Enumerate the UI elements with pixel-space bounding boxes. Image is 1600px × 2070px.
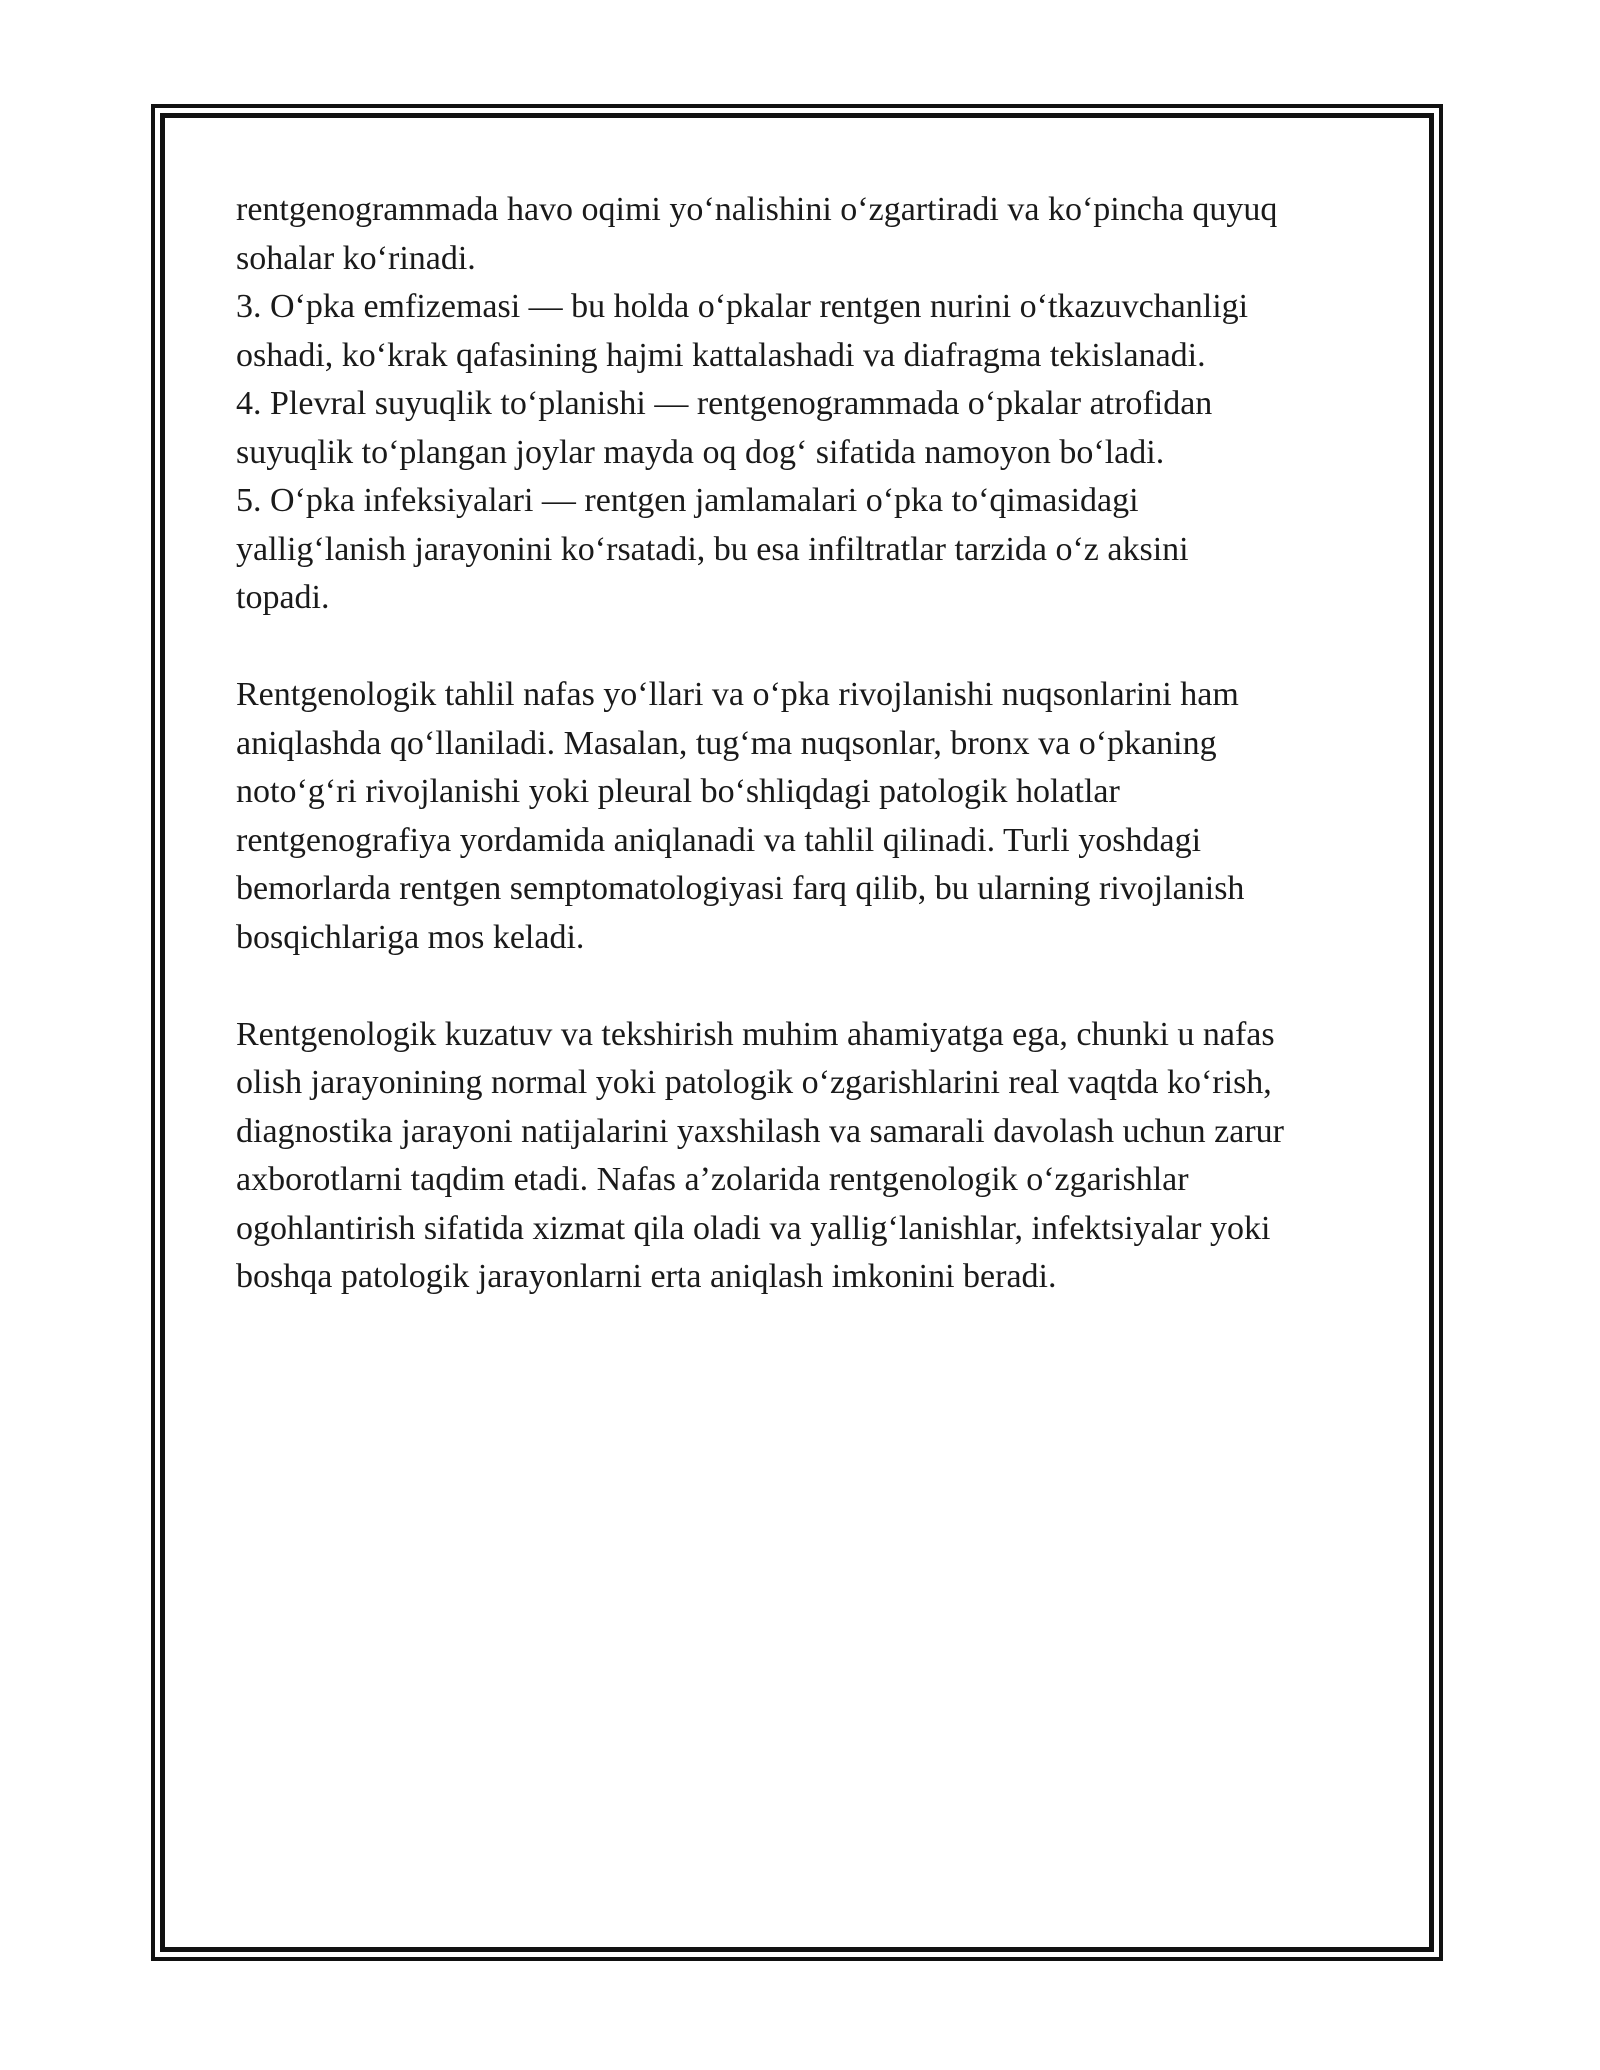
list-item-5-line: 5. Oʻpka infeksiyalari — rentgen jamlamalari oʻpka toʻqimasidagi <box>236 482 1139 519</box>
text-line: olish jarayonining normal yoki patologik oʻzgarishlarini real vaqtda koʻrish, <box>236 1064 1272 1101</box>
text-line: bemorlarda rentgen semptomatologiyasi farq qilib, bu ularning rivojlanish <box>236 870 1245 907</box>
text-line: topadi. <box>236 579 330 616</box>
text-line: yalligʻlanish jarayonini koʻrsatadi, bu esa infiltratlar tarzida oʻz aksini <box>236 530 1189 568</box>
text-line: suyuqlik toʻplangan joylar mayda oq dogʻ sifatida namoyon boʻladi. <box>236 433 1165 471</box>
text-line: sohalar koʻrinadi. <box>236 239 476 277</box>
text-line: Rentgenologik kuzatuv va tekshirish muhim ahamiyatga ega, chunki u nafas <box>236 1015 1275 1053</box>
text-line: diagnostika jarayoni natijalarini yaxshilash va samarali davolash uchun zarur <box>236 1112 1284 1150</box>
list-item-4-line: 4. Plevral suyuqlik toʻplanishi — rentgenogrammada oʻpkalar atrofidan <box>236 385 1213 422</box>
text-line: bosqichlariga mos keladi. <box>236 918 585 956</box>
text-line: axborotlarni taqdim etadi. Nafas aʼzolarida rentgenologik oʻzgarishlar <box>236 1161 1189 1198</box>
paragraph-monitoring <box>236 1011 1386 1302</box>
page-content <box>236 186 1386 1302</box>
text-line: boshqa patologik jarayonlarni erta aniqlash imkonini beradi. <box>236 1258 1057 1295</box>
text-line: oshadi, koʻkrak qafasining hajmi kattalashadi va diafragma tekislanadi. <box>236 336 1206 374</box>
text-line: rentgenografiya yordamida aniqlanadi va tahlil qilinadi. Turli yoshdagi <box>236 821 1202 859</box>
text-line: notoʻgʻri rivojlanishi yoki pleural boʻshliqdagi patologik holatlar <box>236 773 1120 810</box>
text-line: rentgenogrammada havo oqimi yoʻnalishini oʻzgartiradi va koʻpincha quyuq <box>236 191 1278 228</box>
text-line: Rentgenologik tahlil nafas yoʻllari va oʻpka rivojlanishi nuqsonlarini ham <box>236 676 1239 713</box>
text-line: ogohlantirish sifatida xizmat qila oladi va yalligʻlanishlar, infektsiyalar yoki <box>236 1209 1271 1247</box>
text-line: aniqlashda qoʻllaniladi. Masalan, tugʻma nuqsonlar, bronx va oʻpkaning <box>236 724 1217 762</box>
list-item-3-line: 3. Oʻpka emfizemasi — bu holda oʻpkalar rentgen nurini oʻtkazuvchanligi <box>236 288 1249 325</box>
paragraph-list-continuation <box>236 186 1386 623</box>
paragraph-developmental-defects <box>236 671 1386 962</box>
